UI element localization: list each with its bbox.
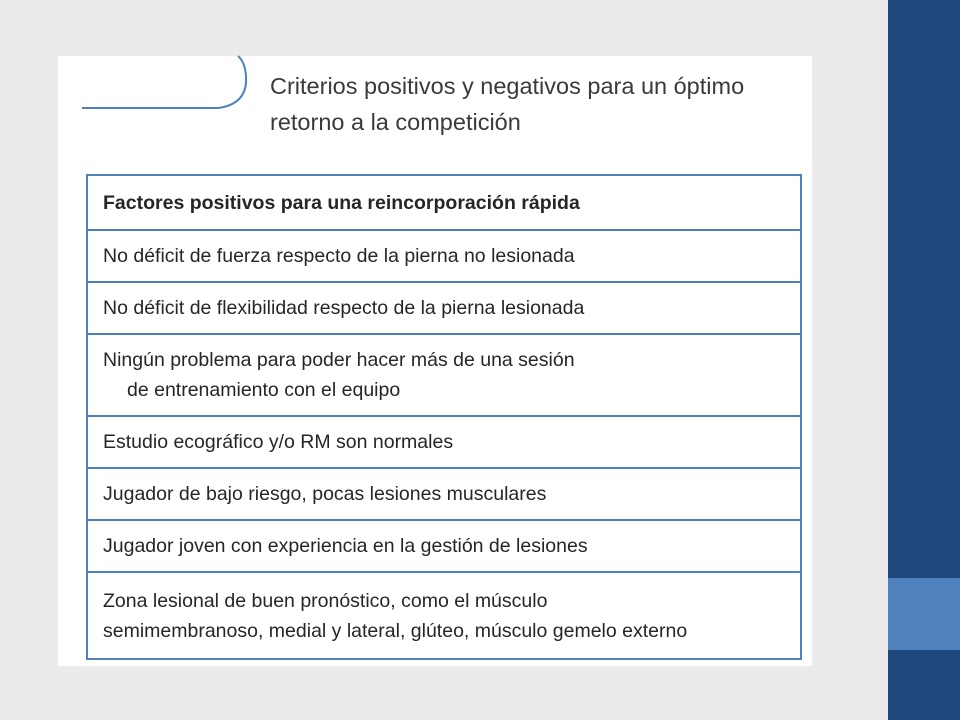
table-row [88,519,800,571]
title-line-2: retorno a la competición [270,109,521,135]
page-title [270,68,800,140]
row-text-continuation: semimembranoso, medial y lateral, glúteo, músculo gemelo externo [103,619,688,642]
row-text: Jugador de bajo riesgo, pocas lesiones musculares [103,483,547,505]
table-row [88,571,800,658]
table-row [88,281,800,333]
row-text: Ningún problema para poder hacer más de una sesión [103,349,575,371]
heading-bracket-decoration [58,56,258,116]
table-header [88,176,800,229]
row-text: Estudio ecográfico y/o RM son normales [103,431,454,453]
table-row [88,467,800,519]
table-row [88,415,800,467]
title-line-1: Criterios positivos y negativos para un óptimo [270,73,745,99]
row-text: No déficit de fuerza respecto de la pierna no lesionada [103,245,575,267]
table-row [88,229,800,281]
row-text-continuation: de entrenamiento con el equipo [127,379,401,401]
table-header-label: Factores positivos para una reincorporación rápida [103,191,580,214]
row-text: Zona lesional de buen pronóstico, como el músculo [103,589,548,612]
slide-content-panel [58,56,812,666]
criteria-table [86,174,802,660]
row-text: Jugador joven con experiencia en la gestión de lesiones [103,535,588,557]
table-row [88,333,800,415]
sidebar-accent-block [888,578,960,650]
row-text: No déficit de flexibilidad respecto de la pierna lesionada [103,297,585,319]
